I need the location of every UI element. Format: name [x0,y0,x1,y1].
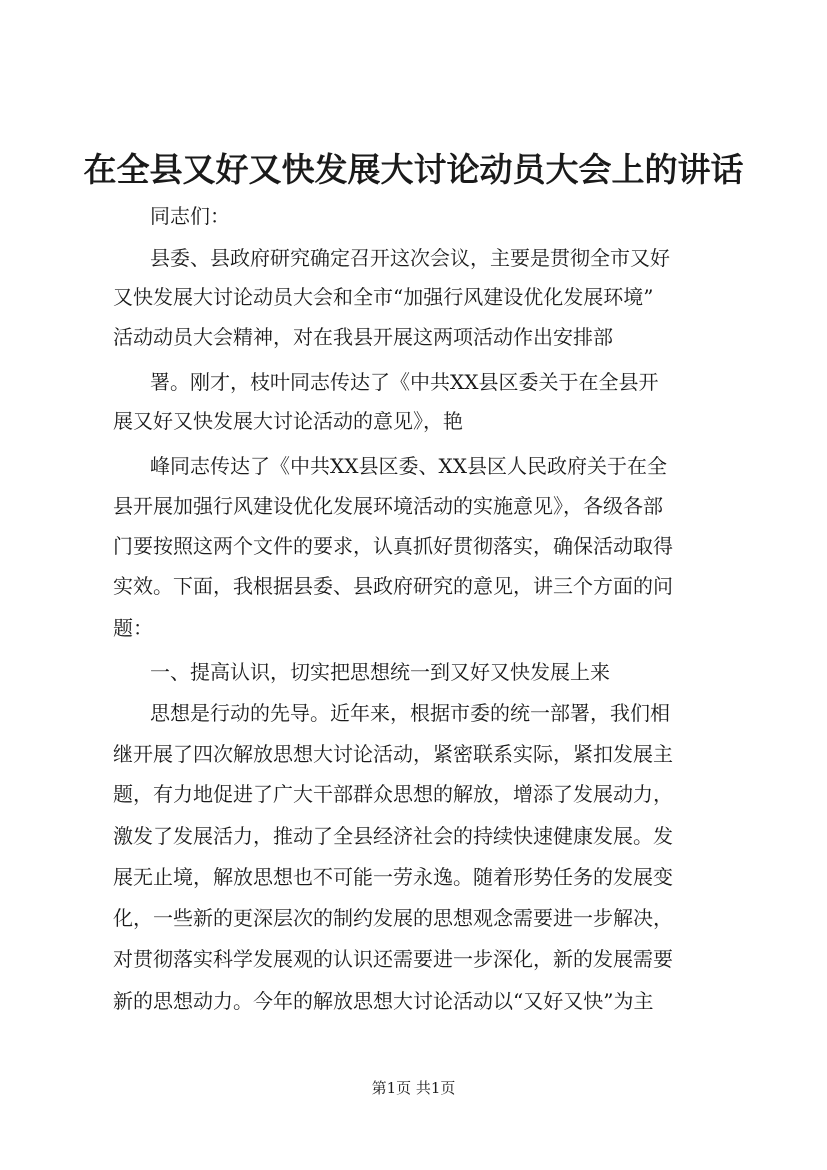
paragraph-line: 县委、县政府研究确定召开这次会议，主要是贯彻全市又好 [150,246,670,270]
paragraph-line: 实效。下面，我根据县委、县政府研究的意见，讲三个方面的问 [113,574,673,598]
paragraph-line: 县开展加强行风建设优化发展环境活动的实施意见》，各级各部 [113,494,663,518]
paragraph-line: 又快发展大讨论动员大会和全市“加强行风建设优化发展环境” [113,285,654,309]
paragraph-line: 展又好又快发展大讨论活动的意见》，艳 [113,409,463,433]
paragraph-line: 继开展了四次解放思想大讨论活动，紧密联系实际，紧扣发展主 [113,742,673,766]
paragraph-line: 激发了发展活力，推动了全县经济社会的持续快速健康发展。发 [113,824,673,848]
document-title: 在全县又好又快发展大讨论动员大会上的讲话 [83,150,744,189]
paragraph-line: 门要按照这两个文件的要求，认真抓好贯彻落实，确保活动取得 [113,534,673,558]
paragraph-line: 展无止境，解放思想也不可能一劳永逸。随着形势任务的发展变 [113,865,673,889]
paragraph-line: 峰同志传达了《中共XX县区委、XX县区人民政府关于在全 [150,454,667,478]
page-number-footer: 第1页 共1页 [371,1079,456,1097]
paragraph-line: 活动动员大会精神，对在我县开展这两项活动作出安排部 [113,325,613,349]
paragraph-line: 化，一些新的更深层次的制约发展的思想观念需要进一步解决， [113,906,673,930]
paragraph-line: 题，有力地促进了广大干部群众思想的解放，增添了发展动力， [113,782,673,806]
paragraph-line: 题： [113,616,153,640]
paragraph-line: 署。刚才，枝叶同志传达了《中共XX县区委关于在全县开 [150,370,659,394]
paragraph-line: 对贯彻落实科学发展观的认识还需要进一步深化，新的发展需要 [113,947,673,971]
section-heading: 一、提高认识，切实把思想统一到又好又快发展上来 [150,660,610,684]
paragraph-line: 同志们： [150,204,230,228]
paragraph-line: 思想是行动的先导。近年来，根据市委的统一部署，我们相 [150,701,670,725]
paragraph-line: 新的思想动力。今年的解放思想大讨论活动以“又好又快”为主 [113,989,654,1013]
